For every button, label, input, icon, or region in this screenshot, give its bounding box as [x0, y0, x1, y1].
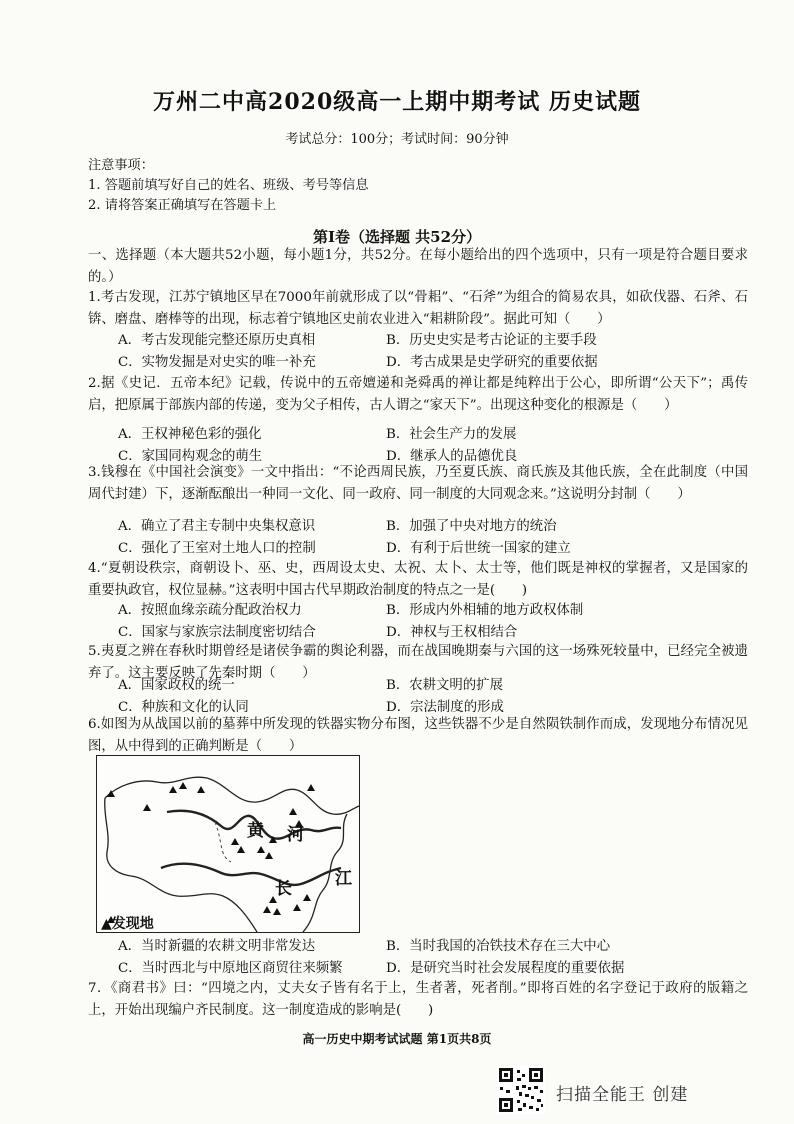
question-5-options — [118, 675, 738, 718]
exam-title: 万州二中高2020级高一上期中期考试 历史试题 — [153, 89, 641, 115]
question-1-options — [118, 330, 738, 373]
option-d: D．宗法制度的形成 — [386, 699, 504, 715]
option-b: B．农耕文明的扩展 — [386, 678, 503, 693]
option-d: D．神权与王权相结合 — [386, 624, 518, 640]
site-marker — [257, 846, 265, 853]
option-b: B．加强了中央对地方的统治 — [386, 519, 557, 534]
option-c: C．实物发掘是对史实的唯一补充 — [118, 354, 316, 370]
option-c: C．当时西北与中原地区商贸往来频繁 — [118, 960, 343, 976]
question-2-options — [118, 424, 738, 467]
option-d: D．有利于后世统一国家的建立 — [386, 540, 571, 556]
exam-subtitle: 考试总分：100分；考试时间：90分钟 — [285, 132, 509, 147]
map-label-chang: 长 — [275, 879, 292, 899]
site-marker — [263, 906, 271, 913]
iron-artifacts-map — [96, 755, 360, 933]
page-footer: 高一历史中期考试试题 第1页共8页 — [302, 1032, 492, 1046]
option-c: C．家国同构观念的萌生 — [118, 448, 263, 464]
option-a: A．当时新疆的农耕文明非常发达 — [118, 939, 316, 954]
option-a: A．王权神秘色彩的强化 — [118, 427, 262, 442]
section-title: 第Ⅰ卷（选择题 共52分） — [312, 228, 482, 246]
site-marker — [265, 852, 273, 859]
note-item: 2. 请将答案正确填写在答题卡上 — [88, 198, 277, 213]
site-marker — [197, 786, 205, 793]
site-marker — [169, 786, 177, 793]
border-line — [105, 798, 257, 932]
option-b: B．形成内外相辅的地方政权体制 — [386, 603, 584, 618]
question-1-stem: 1.考古发现，江苏宁镇地区早在7000年前就形成了以“骨耜”、“石斧”为组合的简易农具，如砍伐器、石斧、石锛、磨盘、磨棒等的出现，标志着宁镇地区史前农业进入“耜耕阶段”。据此可知（ ） — [88, 290, 748, 327]
question-4-options — [118, 600, 738, 643]
map-drawing — [97, 756, 359, 932]
option-b: B．当时我国的冶铁技术存在三大中心 — [386, 939, 611, 954]
map-label-huang: 黄 — [247, 821, 264, 841]
question-3-stem: 3.钱穆在《中国社会演变》一文中指出：“不论西周民族，乃至夏氏族、商氏族及其他氏族，全在此制度（中国周代封建）下，逐渐酝酿出一种同一文化、同一政府、同一制度的大同观念来。”这说明分封制（ ） — [88, 465, 748, 502]
site-marker — [179, 782, 187, 789]
question-4-stem: 4.“夏朝设秩宗，商朝设卜、巫、史，西周设太史、太祝、太卜、太士等，他们既是神权的掌握者，又是国家的重要执政官，权位显赫。”这表明中国古代早期政治制度的特点之一是( ) — [88, 561, 748, 598]
site-marker — [143, 804, 151, 811]
note-item: 1. 答题前填写好自己的姓名、班级、考号等信息 — [88, 178, 369, 193]
scanner-watermark: 扫描全能王 创建 — [556, 1085, 689, 1105]
border-line — [105, 777, 359, 814]
site-marker — [303, 894, 311, 901]
option-a: A．按照血缘亲疏分配政治权力 — [118, 603, 302, 618]
option-a: A．确立了君主专制中央集权意识 — [118, 519, 316, 534]
question-7-stem: 7．《商君书》曰：“四境之内，丈夫女子皆有名于上，生者著，死者削。”即将百姓的名字登记于政府的版籍之上，开始出现编户齐民制度。这一制度造成的影响是( ) — [88, 981, 748, 1018]
map-label-jiang: 江 — [335, 869, 352, 889]
option-b: B．社会生产力的发展 — [386, 427, 517, 442]
site-marker — [237, 846, 245, 853]
qr-code-icon — [497, 1066, 545, 1114]
section-instructions: 一、选择题（本大题共52小题，每小题1分，共52分。在每小题给出的四个选项中，只有一项是符合题目要求的。） — [88, 248, 748, 285]
option-c: C．强化了王室对土地人口的控制 — [118, 540, 316, 556]
question-6-stem: 6.如图为从战国以前的墓葬中所发现的铁器实物分布图，这些铁器不少是自然陨铁制作而成，发现地分布情况见图，从中得到的正确判断是（ ） — [88, 717, 748, 754]
option-d: D．继承人的品德优良 — [386, 448, 518, 464]
question-2-stem: 2.据《史记．五帝本纪》记载，传说中的五帝嬗递和尧舜禹的禅让都是纯粹出于公心，即所谓“公天下”；禹传启，把原属于部族内部的传递，变为父子相传，古人谓之“家天下”。出现这种变化的根源是（ ） — [88, 376, 748, 413]
map-legend: ▲发现地 — [101, 916, 154, 932]
map-label-he: 河 — [287, 825, 304, 845]
option-d: D．是研究当时社会发展程度的重要依据 — [386, 960, 625, 976]
question-5-stem: 5.夷夏之辨在春秋时期曾经是诸侯争霸的舆论利器，而在战国晚期秦与六国的这一场殊死较量中，已经完全被遗弃了。这主要反映了先秦时期（ ） — [88, 644, 748, 681]
yangtze-river — [161, 864, 341, 885]
question-6-options — [118, 936, 738, 979]
site-marker — [231, 838, 239, 845]
option-d: D．考古成果是史学研究的重要依据 — [386, 354, 598, 370]
option-a: A．国家政权的统一 — [118, 678, 235, 693]
site-markers — [107, 782, 315, 923]
site-marker — [293, 904, 301, 911]
option-b: B．历史史实是考古论证的主要手段 — [386, 333, 597, 348]
option-a: A．考古发现能完整还原历史真相 — [118, 333, 316, 348]
option-c: C．种族和文化的认同 — [118, 699, 249, 715]
site-marker — [273, 908, 281, 915]
site-marker — [307, 784, 315, 791]
question-3-options — [118, 516, 738, 559]
notes-heading: 注意事项： — [88, 158, 154, 173]
option-c: C．国家与家族宗法制度密切结合 — [118, 624, 316, 640]
site-marker — [289, 808, 297, 815]
